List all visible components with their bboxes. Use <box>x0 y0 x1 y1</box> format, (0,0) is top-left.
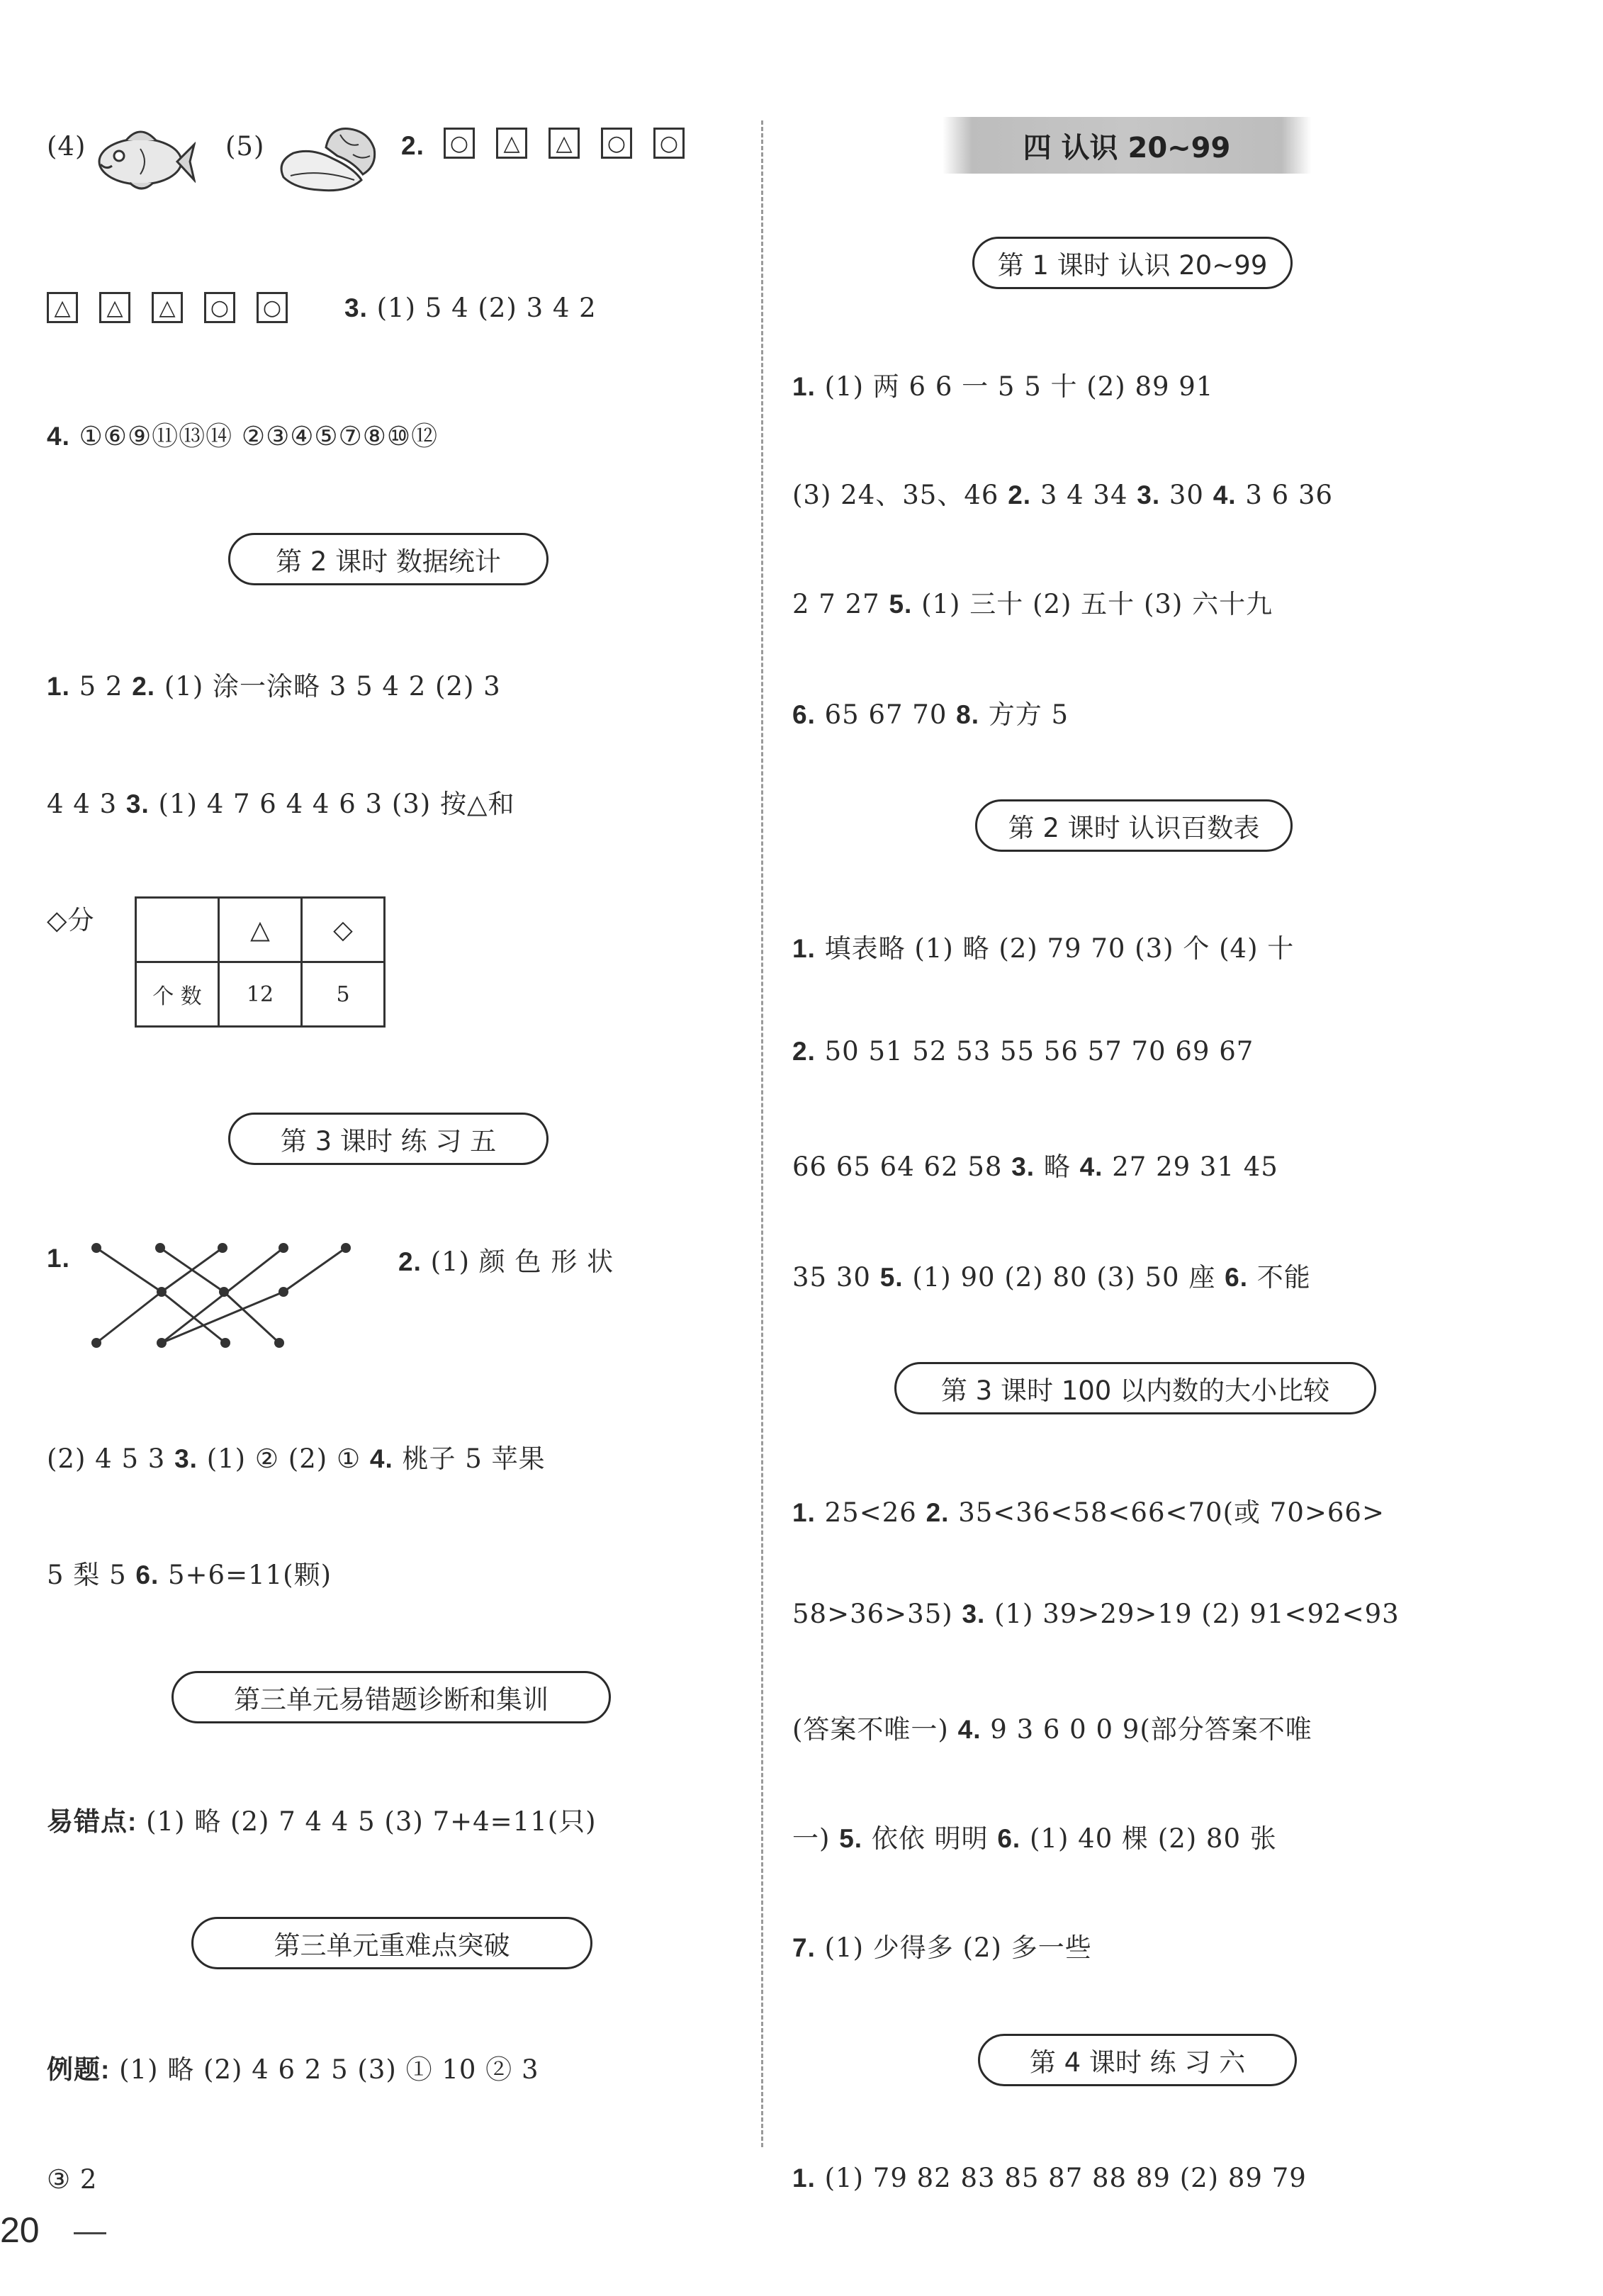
item-number: 2. <box>1008 480 1032 510</box>
answer-line <box>792 1817 1277 1855</box>
triangle-icon: △ <box>503 130 520 156</box>
answer-text: (1) 略 (2) 4 6 2 5 (3) ① 10 ② 3 <box>119 2054 539 2085</box>
answer-text: (2) 4 5 3 <box>47 1444 175 1474</box>
item-number: 3. <box>125 789 150 818</box>
answer-line <box>47 1800 597 1838</box>
triangle-icon: △ <box>106 295 123 320</box>
page-number-dash <box>74 2232 106 2234</box>
shape-box <box>152 292 183 323</box>
answer-text: 3 4 34 <box>1040 480 1137 510</box>
answer-text: (1) 少得多 (2) 多一些 <box>824 1932 1092 1963</box>
item-number: 6. <box>792 700 816 729</box>
answer-line <box>398 1240 614 1278</box>
unit-errors-title: 第三单元易错题诊断和集训 <box>171 1671 611 1723</box>
answer-text: 桃子 5 苹果 <box>402 1444 546 1474</box>
shape-box <box>99 292 130 323</box>
triangle-icon: △ <box>556 130 573 156</box>
answer-text: (1) 颜 色 形 状 <box>430 1247 614 1277</box>
answer-text: 5 梨 5 <box>47 1560 136 1590</box>
fish-icon <box>91 120 196 198</box>
item-number: 3. <box>1011 1152 1035 1181</box>
answer-line <box>47 1437 546 1475</box>
answer-text: (1) 39>29>19 (2) 91<92<93 <box>994 1599 1400 1629</box>
answer-text: (1) 79 82 83 85 87 88 89 (2) 89 79 <box>824 2163 1307 2193</box>
answer-text: 5 2 <box>79 671 133 702</box>
answer-text: ③ 2 <box>47 2164 98 2195</box>
triangle-icon: △ <box>159 295 176 320</box>
answer-text: 50 51 52 53 55 56 57 70 69 67 <box>824 1036 1254 1067</box>
q4-answer: ①⑥⑨⑪⑬⑭ ②③④⑤⑦⑧⑩⑫ <box>79 421 439 451</box>
answer-line <box>792 1708 1312 1746</box>
answer-text: 9 3 6 0 0 9(部分答案不唯 <box>990 1714 1312 1745</box>
answer-text: 方方 5 <box>988 699 1069 730</box>
table-cell: 12 <box>219 962 302 1027</box>
answer-line <box>792 2163 1307 2193</box>
answer-text: (1) 三十 (2) 五十 (3) 六十九 <box>921 589 1273 619</box>
answer-text: 66 65 64 62 58 <box>792 1152 1012 1182</box>
answer-text: 30 <box>1169 480 1213 510</box>
item-number: 4. <box>1079 1152 1103 1181</box>
shape-box <box>653 128 685 159</box>
item-number: 1. <box>47 672 70 701</box>
shape-box <box>549 128 580 159</box>
table-cell <box>136 898 219 962</box>
shape-box <box>496 128 527 159</box>
table-row-label: 个 数 <box>136 962 219 1027</box>
circle-icon: ○ <box>607 130 626 156</box>
answer-line <box>792 693 1069 731</box>
item-number: 4. <box>957 1715 982 1744</box>
cabbage-icon <box>269 119 383 198</box>
item-number: 1. <box>47 1244 70 1273</box>
answer-text: 不能 <box>1256 1262 1311 1293</box>
q3-line <box>344 293 597 323</box>
answer-line <box>792 1145 1278 1183</box>
answer-text: 一) <box>792 1823 840 1854</box>
item-number: 6. <box>135 1560 159 1589</box>
answer-text: (1) 略 (2) 7 4 4 5 (3) 7+4=11(只) <box>146 1806 597 1837</box>
answer-text: 依依 明明 <box>871 1823 998 1854</box>
shape-box <box>204 292 235 323</box>
answer-line <box>47 1553 332 1592</box>
r-lesson3-title: 第 3 课时 100 以内数的大小比较 <box>894 1362 1376 1414</box>
answer-line <box>792 1599 1400 1629</box>
item-number: 5. <box>839 1824 863 1853</box>
r-lesson2-title: 第 2 课时 认识百数表 <box>975 799 1293 852</box>
item-number: 5. <box>889 590 913 619</box>
item-number: 3. <box>174 1444 198 1473</box>
answer-line <box>792 365 1213 403</box>
item-number: 8. <box>956 700 980 729</box>
answer-text: 5+6=11(颗) <box>168 1560 332 1590</box>
answer-text: 25<26 <box>824 1497 926 1528</box>
q4-label: 4. <box>47 422 70 451</box>
item-number: 1. <box>792 1498 816 1527</box>
shape-box <box>601 128 632 159</box>
answer-text: 35 30 <box>792 1262 880 1293</box>
answer-text: (1) 90 (2) 80 (3) 50 座 <box>912 1262 1225 1293</box>
answer-text: 4 4 3 <box>47 789 126 819</box>
answer-line <box>47 782 514 821</box>
column-divider <box>761 120 763 2147</box>
item-number: 4. <box>1213 480 1237 510</box>
error-points-label: 易错点: <box>47 1807 137 1836</box>
table-row <box>136 962 385 1027</box>
answer-line <box>792 927 1294 965</box>
circle-icon: ○ <box>659 130 679 156</box>
item-number: 2. <box>792 1037 816 1066</box>
q2-label: 2. <box>401 131 424 160</box>
q4-line <box>47 415 438 453</box>
circle-icon: ○ <box>210 295 230 320</box>
item-number: 3. <box>1137 480 1161 510</box>
answer-text: 58>36>35) <box>792 1599 962 1629</box>
table-cell: 5 <box>302 962 385 1027</box>
answer-line <box>792 473 1333 512</box>
answer-line <box>792 1256 1311 1294</box>
answer-text: 65 67 70 <box>824 699 957 730</box>
answer-line <box>792 1491 1385 1529</box>
item-number: 2. <box>132 672 156 701</box>
statistics-table <box>135 896 386 1028</box>
item-number: 4. <box>369 1444 393 1473</box>
table-header-triangle: △ <box>219 898 302 962</box>
shape-box <box>444 128 475 159</box>
q3-answer: (1) 5 4 (2) 3 4 2 <box>376 293 597 323</box>
triangle-icon: △ <box>54 295 71 320</box>
answer-text: (答案不唯一) <box>792 1714 958 1745</box>
shape-box <box>47 292 78 323</box>
unit-key-title: 第三单元重难点突破 <box>191 1917 592 1969</box>
table-row <box>136 898 385 962</box>
r-lesson4-title: 第 4 课时 练 习 六 <box>978 2034 1297 2086</box>
table-header-diamond: ◇ <box>302 898 385 962</box>
circle-icon: ○ <box>449 130 469 156</box>
circle-icon: ○ <box>262 295 282 320</box>
item-number: 7. <box>792 1933 816 1962</box>
page-number: 20 <box>0 2210 40 2250</box>
answer-line <box>47 2048 539 2086</box>
chapter-title: 四 认识 20~99 <box>943 117 1311 174</box>
answer-text: (1) 4 7 6 4 4 6 3 (3) 按△和 <box>158 789 515 819</box>
item-number: 5. <box>879 1263 904 1292</box>
lesson2-title: 第 2 课时 数据统计 <box>228 533 549 585</box>
item-number: 1. <box>792 372 816 401</box>
item-number: 2. <box>926 1498 950 1527</box>
lesson3-title: 第 3 课时 练 习 五 <box>228 1113 549 1165</box>
r-lesson1-title: 第 1 课时 认识 20~99 <box>972 237 1293 289</box>
answer-text: (1) 40 棵 (2) 80 张 <box>1029 1823 1277 1854</box>
answer-text: 27 29 31 45 <box>1112 1152 1278 1182</box>
answer-text: (1) 两 6 6 一 5 5 十 (2) 89 91 <box>824 371 1214 402</box>
example-label: 例题: <box>47 2055 111 2084</box>
item-number: 1. <box>792 2163 816 2193</box>
answer-text: ◇分 <box>47 905 95 935</box>
answer-text: 2 7 27 <box>792 589 889 619</box>
item-number: 2. <box>398 1247 422 1276</box>
answer-text: (1) 涂一涂略 3 5 4 2 (2) 3 <box>164 671 501 702</box>
item-5-label: (5) <box>225 131 265 162</box>
shape-box <box>257 292 288 323</box>
item-number: 1. <box>792 934 816 963</box>
answer-line <box>792 1926 1092 1964</box>
answer-line <box>792 583 1273 621</box>
item-number: 6. <box>997 1824 1021 1853</box>
q3-label: 3. <box>344 293 368 322</box>
answer-text: 3 6 36 <box>1245 480 1334 510</box>
answer-text: (1) ② (2) ① <box>206 1444 370 1474</box>
answer-text: 35<36<58<66<70(或 70>66> <box>958 1497 1385 1528</box>
item-number: 6. <box>1225 1263 1248 1292</box>
answer-line <box>47 665 501 703</box>
answer-line <box>792 1036 1254 1067</box>
item-4-label: (4) <box>47 131 86 162</box>
matching-lines-diagram <box>85 1237 361 1357</box>
answer-text: 略 <box>1043 1152 1080 1182</box>
answer-text: 填表略 (1) 略 (2) 79 70 (3) 个 (4) 十 <box>824 933 1295 964</box>
item-number: 3. <box>962 1599 986 1628</box>
answer-text: (3) 24、35、46 <box>792 480 1008 510</box>
